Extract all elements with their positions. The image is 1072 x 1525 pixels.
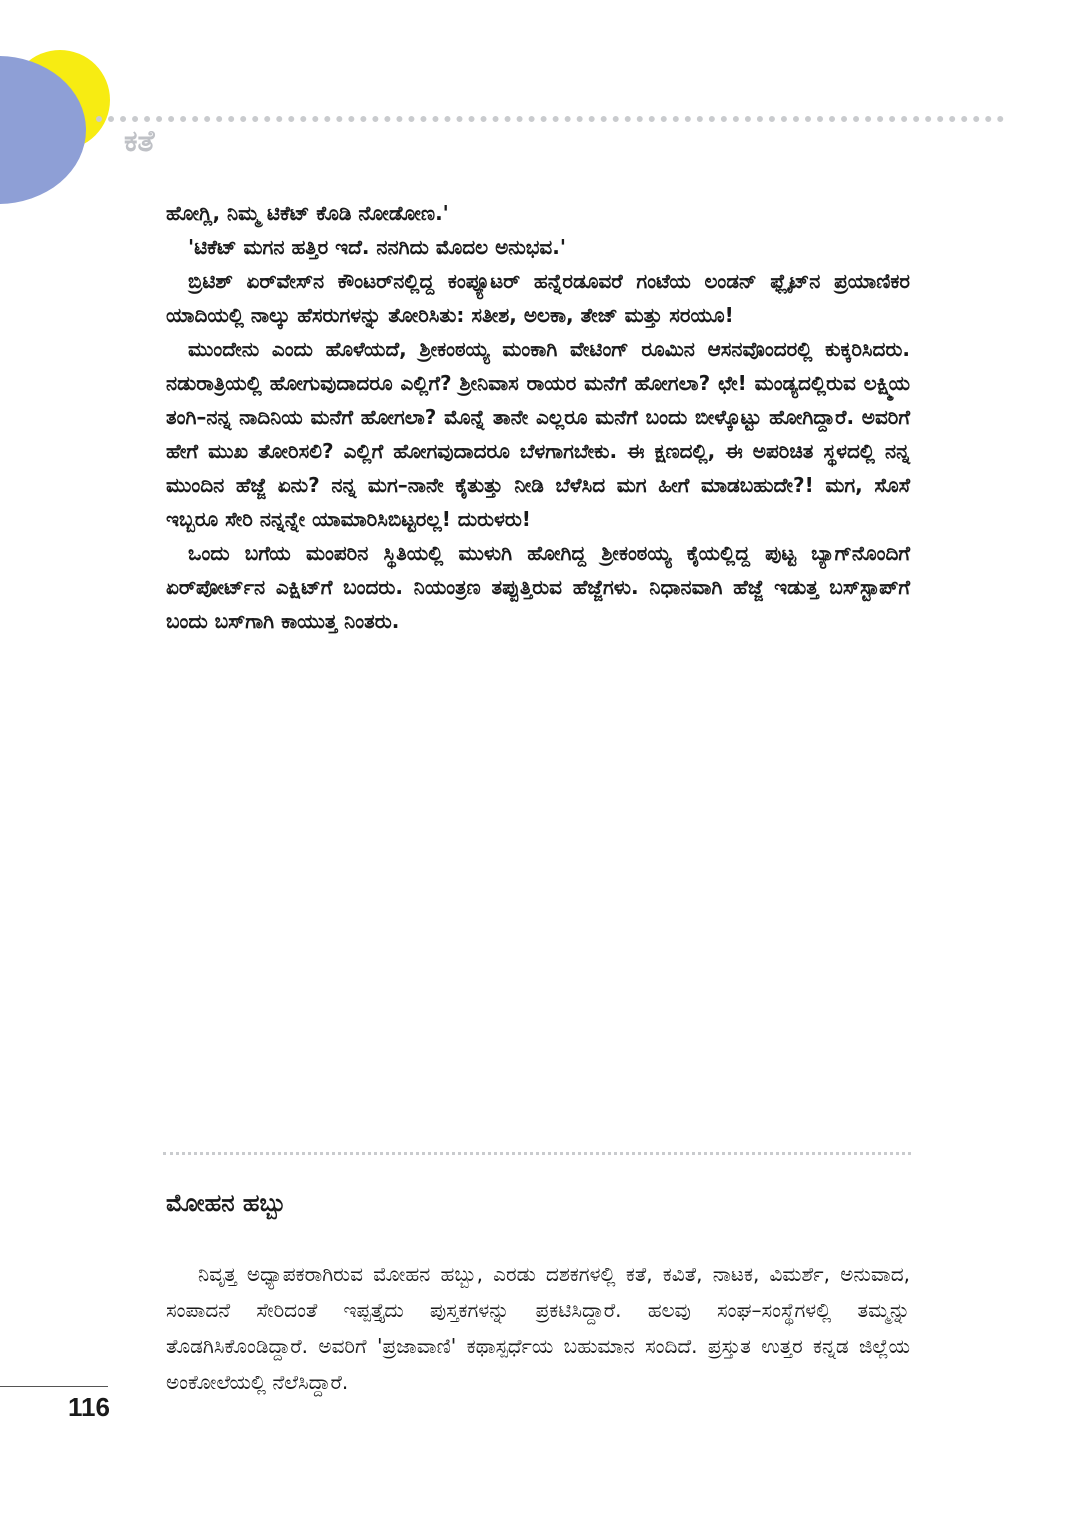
header-dotted-rule xyxy=(96,116,1004,122)
story-body xyxy=(166,196,910,638)
section-divider xyxy=(163,1152,911,1155)
story-paragraph: ಬ್ರಿಟಿಶ್ ಏರ್‌ವೇಸ್‌ನ ಕೌಂಟರ್‌ನಲ್ಲಿದ್ದ ಕಂಪ್ಯೂಟರ್ ಹನ್ನೆರಡೂವರೆ ಗಂಟೆಯ ಲಂಡನ್ ಫ್ಲೈಟ್‌ನ ಪ್ರಯಾಣಿಕರ ಯಾದಿಯಲ್ಲಿ ನಾಲ್ಕು ಹೆಸರುಗಳನ್ನು ತೋರಿಸಿತು: ಸತೀಶ, ಅಲಕಾ, ತೇಜ್ ಮತ್ತು ಸರಯೂ! xyxy=(166,269,910,327)
section-title: ಕತೆ xyxy=(124,124,155,159)
author-bio: ನಿವೃತ್ತ ಅಧ್ಯಾಪಕರಾಗಿರುವ ಮೋಹನ ಹಬ್ಬು, ಎರಡು ದಶಕಗಳಲ್ಲಿ ಕತೆ, ಕವಿತೆ, ನಾಟಕ, ವಿಮರ್ಶೆ, ಅನುವಾದ, ಸಂಪಾದನೆ ಸೇರಿದಂತೆ ಇಪ್ಪತ್ತೈದು ಪುಸ್ತಕಗಳನ್ನು ಪ್ರಕಟಿಸಿದ್ದಾರೆ. ಹಲವು ಸಂಘ–ಸಂಸ್ಥೆಗಳಲ್ಲಿ ತಮ್ಮನ್ನು ತೊಡಗಿಸಿಕೊಂಡಿದ್ದಾರೆ. ಅವರಿಗೆ 'ಪ್ರಜಾವಾಣಿ' ಕಥಾಸ್ಪರ್ಧೆಯ ಬಹುಮಾನ ಸಂದಿದೆ. ಪ್ರಸ್ತುತ ಉತ್ತರ ಕನ್ನಡ ಜಿಲ್ಲೆಯ ಅಂಕೋಲೆಯಲ್ಲಿ ನೆಲೆಸಿದ್ದಾರೆ. xyxy=(166,1262,910,1394)
story-paragraph: 'ಟಿಕೆಟ್ ಮಗನ ಹತ್ತಿರ ಇದೆ. ನನಗಿದು ಮೊದಲ ಅನುಭವ.' xyxy=(188,235,566,259)
story-paragraph: ಮುಂದೇನು ಎಂದು ಹೊಳೆಯದೆ, ಶ್ರೀಕಂಠಯ್ಯ ಮಂಕಾಗಿ ವೇಟಿಂಗ್ ರೂಮಿನ ಆಸನವೊಂದರಲ್ಲಿ ಕುಕ್ಕರಿಸಿದರು. ನಡುರಾತ್ರಿಯಲ್ಲಿ ಹೋಗುವುದಾದರೂ ಎಲ್ಲಿಗೆ? ಶ್ರೀನಿವಾಸ ರಾಯರ ಮನೆಗೆ ಹೋಗಲಾ? ಛೇ! ಮಂಡ್ಯದಲ್ಲಿರುವ ಲಕ್ಷ್ಮಿಯ ತಂಗಿ–ನನ್ನ ನಾದಿನಿಯ ಮನೆಗೆ ಹೋಗಲಾ? ಮೊನ್ನೆ ತಾನೇ ಎಲ್ಲರೂ ಮನೆಗೆ ಬಂದು ಬೀಳ್ಕೊಟ್ಟು ಹೋಗಿದ್ದಾರೆ. ಅವರಿಗೆ ಹೇಗೆ ಮುಖ ತೋರಿಸಲಿ? ಎಲ್ಲಿಗೆ ಹೋಗವುದಾದರೂ ಬೆಳಗಾಗಬೇಕು. ಈ ಕ್ಷಣದಲ್ಲಿ, ಈ ಅಪರಿಚಿತ ಸ್ಥಳದಲ್ಲಿ ನನ್ನ ಮುಂದಿನ ಹೆಜ್ಜೆ ಏನು? ನನ್ನ ಮಗ–ನಾನೇ ಕೈತುತ್ತು ನೀಡಿ ಬೆಳೆಸಿದ ಮಗ ಹೀಗೆ ಮಾಡಬಹುದೇ?! ಮಗ, ಸೊಸೆ ಇಬ್ಬರೂ ಸೇರಿ ನನ್ನನ್ನೇ ಯಾಮಾರಿಸಿಬಿಟ್ಟರಲ್ಲ! ದುರುಳರು! xyxy=(166,337,910,531)
page-number: 116 xyxy=(68,1392,110,1422)
footer-rule xyxy=(0,1386,108,1387)
author-name: ಮೋಹನ ಹಬ್ಬು xyxy=(166,1189,287,1217)
story-paragraph: ಹೋಗ್ಲಿ, ನಿಮ್ಮ ಟಿಕೆಟ್ ಕೊಡಿ ನೋಡೋಣ.' xyxy=(166,201,449,225)
story-paragraph: ಒಂದು ಬಗೆಯ ಮಂಪರಿನ ಸ್ಥಿತಿಯಲ್ಲಿ ಮುಳುಗಿ ಹೋಗಿದ್ದ ಶ್ರೀಕಂಠಯ್ಯ ಕೈಯಲ್ಲಿದ್ದ ಪುಟ್ಟ ಬ್ಯಾಗ್‌ನೊಂದಿಗೆ ಏರ್‌ಪೋರ್ಟ್‌ನ ಎಕ್ಷಿಟ್‌ಗೆ ಬಂದರು. ನಿಯಂತ್ರಣ ತಪ್ಪುತ್ತಿರುವ ಹೆಜ್ಜೆಗಳು. ನಿಧಾನವಾಗಿ ಹೆಜ್ಜೆ ಇಡುತ್ತ ಬಸ್‌ಸ್ಟಾಪ್‌ಗೆ ಬಂದು ಬಸ್‌ಗಾಗಿ ಕಾಯುತ್ತ ನಿಂತರು. xyxy=(166,541,910,633)
